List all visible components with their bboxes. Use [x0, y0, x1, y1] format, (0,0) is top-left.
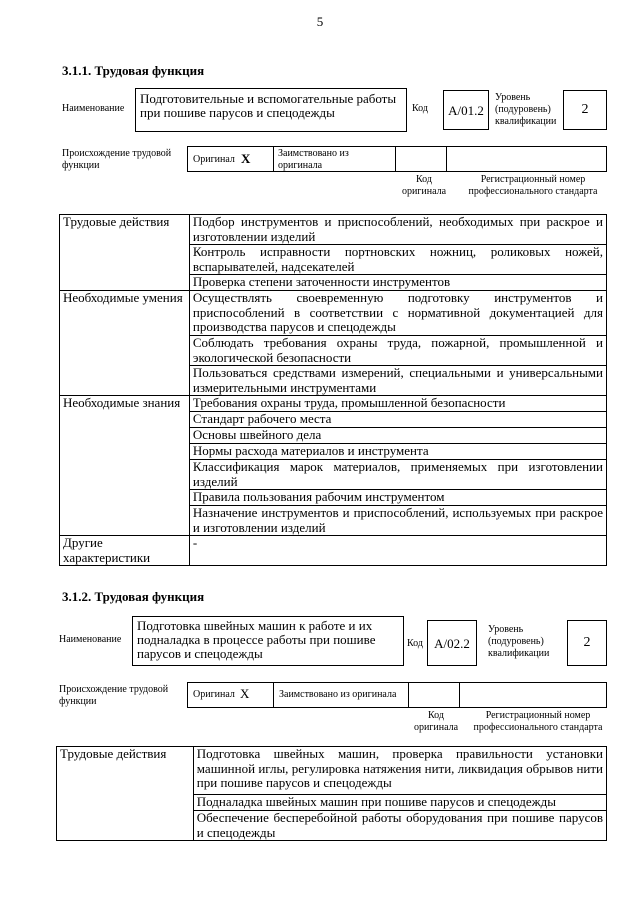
origin-mark: X	[240, 686, 250, 701]
level-label: Уровень (подуровень) квалификации	[495, 92, 557, 127]
origin-code-caption: Код оригинала	[401, 174, 447, 197]
code-label: Код	[412, 103, 428, 114]
function-table	[59, 214, 607, 566]
function-name: Подготовительные и вспомогательные работы при пошиве парусов и спецодежды	[140, 91, 397, 120]
group-label: Необходимые умения	[60, 291, 190, 396]
table-cell: Подготовка швейных машин, проверка правильности установки машинной иглы, регулировка натяжения нити, ликвидация обрывов нити при пошиве парусов и спецодежды	[193, 747, 606, 795]
level-label: Уровень (подуровень) квалификации	[488, 624, 550, 659]
level-box	[567, 620, 607, 666]
code-box	[427, 620, 477, 666]
origin-borrowed: Заимствовано из оригинала	[278, 148, 349, 171]
code-value: A/02.2	[434, 636, 470, 651]
table-cell: -	[189, 536, 606, 566]
table-cell: Основы швейного дела	[189, 428, 606, 444]
origin-divider	[273, 147, 274, 171]
level-box	[563, 90, 607, 130]
table-cell: Правила пользования рабочим инструментом	[189, 490, 606, 506]
code-label: Код	[407, 638, 423, 649]
origin-divider	[395, 147, 396, 171]
origin-divider	[273, 683, 274, 707]
section-title: 3.1.1. Трудовая функция	[62, 63, 205, 78]
code-value: A/01.2	[448, 103, 484, 118]
origin-reg-caption: Регистрационный номер профессионального стандарта	[473, 710, 603, 733]
table-cell: Проверка степени заточенности инструментов	[189, 275, 606, 291]
origin-box	[187, 682, 607, 708]
table-cell: Нормы расхода материалов и инструмента	[189, 444, 606, 460]
table-cell: Классификация марок материалов, применяемых при изготовлении изделий	[189, 460, 606, 490]
table-cell: Соблюдать требования охраны труда, пожарной, промышленной и экологической безопасности	[189, 336, 606, 366]
function-name-box	[135, 88, 407, 132]
table-cell: Обеспечение бесперебойной работы оборудования при пошиве парусов и спецодежды	[193, 811, 606, 841]
origin-original: Оригинал	[193, 689, 235, 700]
origin-divider	[408, 683, 409, 707]
code-box	[443, 90, 489, 130]
name-label: Наименование	[59, 634, 122, 645]
origin-mark: X	[241, 151, 251, 166]
origin-box	[187, 146, 607, 172]
function-name-box	[132, 616, 404, 666]
level-value: 2	[581, 102, 589, 117]
group-label: Другие характеристики	[60, 536, 190, 566]
table-cell: Требования охраны труда, промышленной безопасности	[189, 396, 606, 412]
table-cell: Пользоваться средствами измерений, специальными и универсальными измерительными инструментами	[189, 366, 606, 396]
level-value: 2	[583, 635, 591, 650]
table-cell: Стандарт рабочего места	[189, 412, 606, 428]
table-cell: Контроль исправности портновских ножниц, роликовых ножей, вспарывателей, надсекателей	[189, 245, 606, 275]
section-title: 3.1.2. Трудовая функция	[62, 589, 205, 604]
origin-label: Происхождение трудовой функции	[59, 684, 169, 707]
table-cell: Осуществлять своевременную подготовку инструментов и приспособлений в соответствии с нормативной документацией для производства парусов и спецодежды	[189, 291, 606, 336]
group-label: Трудовые действия	[57, 747, 194, 841]
table-cell: Назначение инструментов и приспособлений, используемых при раскрое и изготовлении изделий	[189, 506, 606, 536]
table-cell: Подбор инструментов и приспособлений, необходимых при раскрое и изготовлении изделий	[189, 215, 606, 245]
group-label: Необходимые знания	[60, 396, 190, 536]
name-label: Наименование	[62, 103, 125, 114]
origin-borrowed: Заимствовано из оригинала	[279, 689, 397, 700]
origin-divider	[446, 147, 447, 171]
origin-reg-caption: Регистрационный номер профессионального стандарта	[468, 174, 598, 197]
page-number: 5	[316, 14, 324, 29]
group-label: Трудовые действия	[60, 215, 190, 291]
origin-label: Происхождение трудовой функции	[62, 148, 172, 171]
table-cell: Подналадка швейных машин при пошиве парусов и спецодежды	[193, 795, 606, 811]
origin-original: Оригинал	[193, 154, 235, 165]
function-table	[56, 746, 607, 841]
origin-divider	[459, 683, 460, 707]
function-name: Подготовка швейных машин к работе и их подналадка в процессе работы при пошиве парусов и спецодежды	[137, 618, 376, 661]
origin-code-caption: Код оригинала	[413, 710, 459, 733]
